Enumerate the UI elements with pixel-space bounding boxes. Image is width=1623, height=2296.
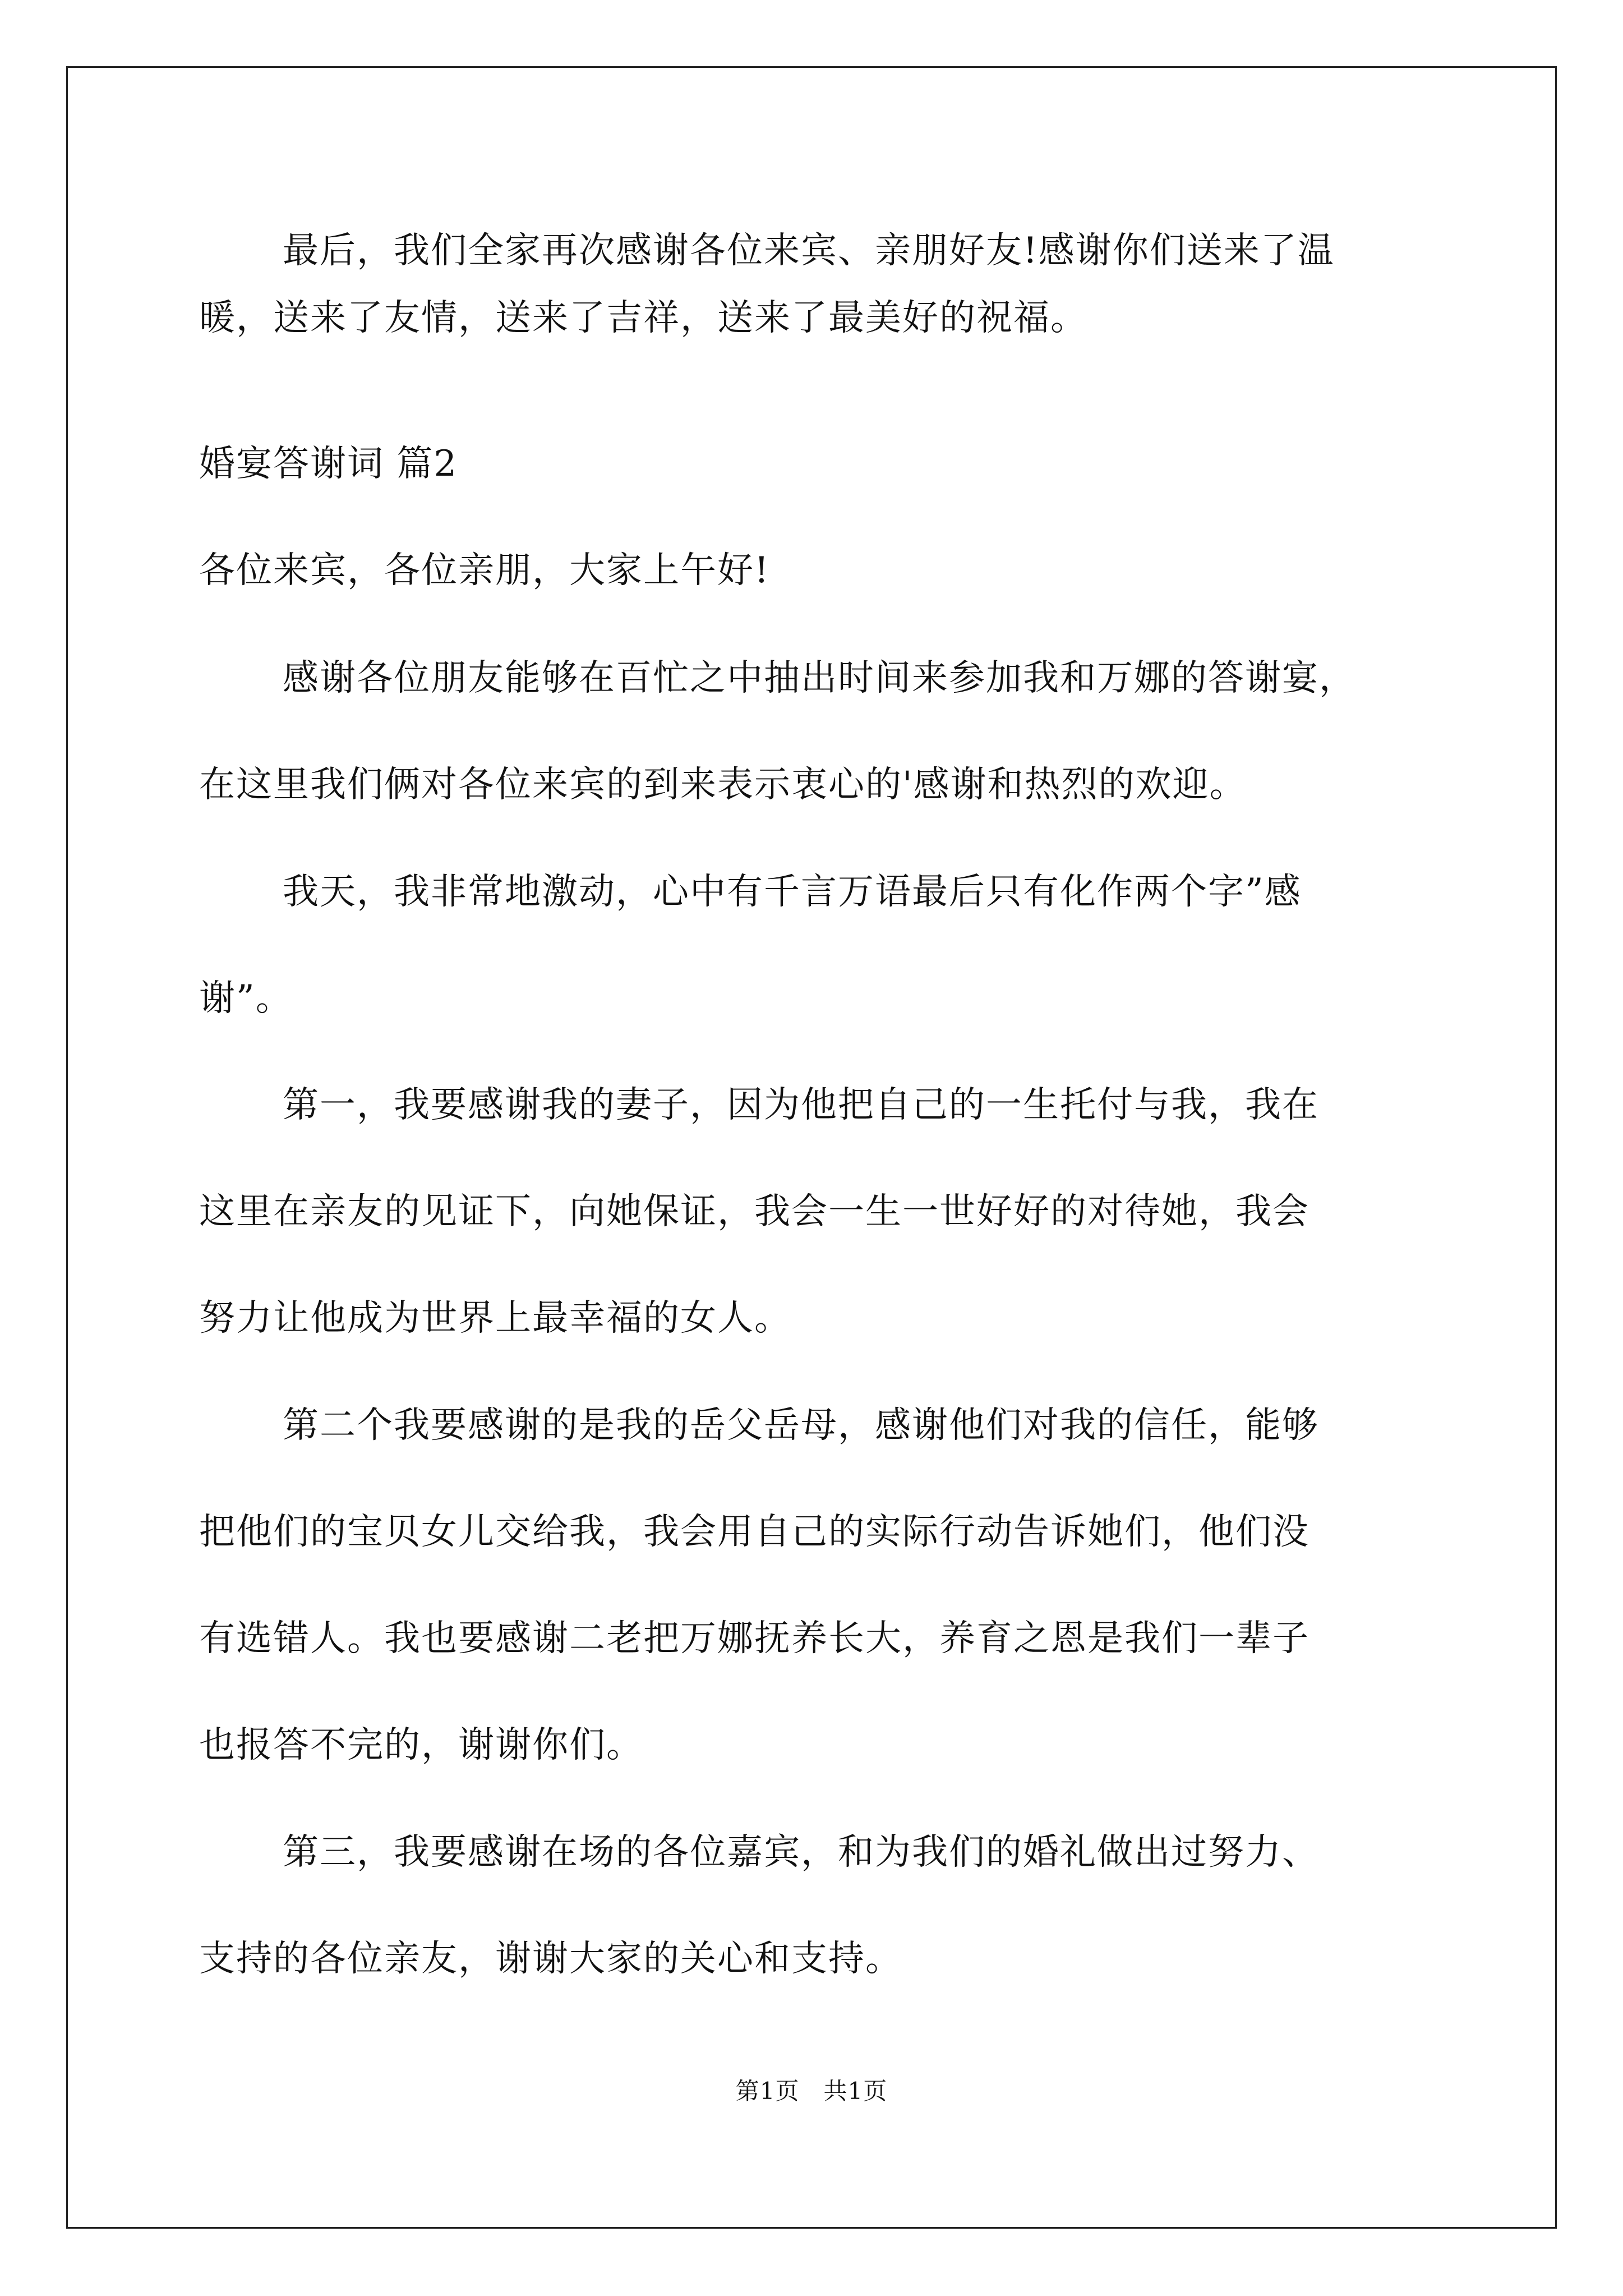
paragraph-line: 第三，我要感谢在场的各位嘉宾，和为我们的婚礼做出过努力、 [283,1832,1319,1873]
paragraph-line: 把他们的宝贝女儿交给我，我会用自己的实际行动告诉她们，他们没 [199,1511,1310,1553]
paragraph-line: 感谢各位朋友能够在百忙之中抽出时间来参加我和万娜的答谢宴， [283,657,1356,699]
paragraph-line: 谢”。 [199,978,293,1019]
paragraph-line: 在这里我们俩对各位来宾的到来表示衷心的'感谢和热烈的欢迎。 [199,764,1247,806]
paragraph-line: 最后，我们全家再次感谢各位来宾、亲朋好友!感谢你们送来了温 [283,230,1335,272]
paragraph-line: 第一，我要感谢我的妻子，因为他把自己的一生托付与我，我在 [283,1084,1319,1126]
paragraph-line: 这里在亲友的见证下，向她保证，我会一生一世好好的对待她，我会 [199,1191,1310,1232]
page-footer: 第1页 共1页 [735,2077,888,2105]
paragraph-line: 我天，我非常地激动，心中有千言万语最后只有化作两个字”感 [283,871,1302,913]
paragraph-line: 有选错人。我也要感谢二老把万娜抚养长大，养育之恩是我们一辈子 [199,1618,1310,1659]
page-border [66,66,1557,2229]
paragraph-line: 支持的各位亲友，谢谢大家的关心和支持。 [199,1938,902,1980]
section-heading: 婚宴答谢词 篇2 [199,443,458,485]
paragraph-line: 努力让他成为世界上最幸福的女人。 [199,1297,791,1339]
paragraph-line: 也报答不完的，谢谢你们。 [199,1724,643,1766]
paragraph-line: 第二个我要感谢的是我的岳父岳母，感谢他们对我的信任，能够 [283,1405,1319,1446]
greeting-line: 各位来宾，各位亲朋，大家上午好! [199,550,770,591]
paragraph-line: 暖，送来了友情，送来了吉祥，送来了最美好的祝福。 [199,297,1087,339]
